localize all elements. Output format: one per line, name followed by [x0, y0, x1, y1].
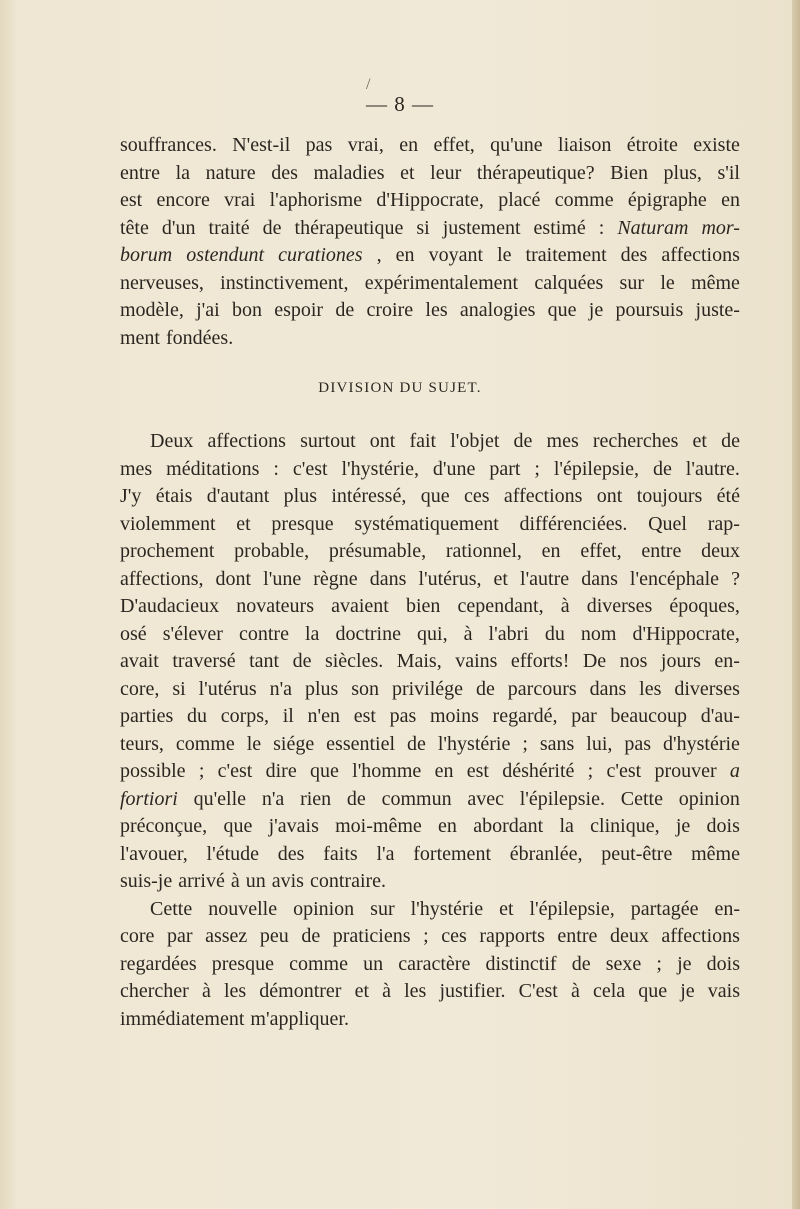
- text-line: possible ; c'est dire que l'homme en est déshérité ; c'est prouver a: [120, 760, 740, 782]
- section-heading: DIVISION DU SUJET.: [318, 380, 482, 396]
- body-text: [120, 428, 740, 1033]
- text-line: fortiori qu'elle n'a rien de commun avec l'épilepsie. Cette opinion: [120, 787, 740, 810]
- text-line: prochement probable, présumable, rationnel, en effet, entre deux: [120, 540, 740, 562]
- text-line: nerveuses, instinctivement, expérimentalement calquées sur le même: [120, 271, 740, 294]
- text-line: parties du corps, il n'en est pas moins regardé, par beaucoup d'au-: [120, 705, 740, 727]
- text-line: J'y étais d'autant plus intéressé, que ces affections ont toujours été: [120, 485, 740, 507]
- text-line: ment fondées.: [120, 326, 234, 349]
- text-line: regardées presque comme un caractère distinctif de sexe ; je dois: [120, 952, 740, 975]
- text-line: chercher à les démontrer et à les justifier. C'est à cela que je vais: [120, 980, 740, 1002]
- text-line: core par assez peu de praticiens ; ces rapports entre deux affections: [120, 925, 740, 947]
- text-line: osé s'élever contre la doctrine qui, à l'abri du nom d'Hippocrate,: [120, 622, 740, 645]
- text-line: teurs, comme le siége essentiel de l'hystérie ; sans lui, pas d'hystérie: [120, 732, 740, 755]
- text-line: préconçue, que j'avais moi-même en abordant la clinique, je dois: [120, 815, 740, 837]
- text-line: Cette nouvelle opinion sur l'hystérie et l'épilepsie, partagée en-: [150, 897, 740, 920]
- text-line: violemment et presque systématiquement différenciées. Quel rap-: [120, 512, 740, 535]
- text-line: avait traversé tant de siècles. Mais, vains efforts! De nos jours en-: [120, 650, 740, 672]
- text-line: suis-je arrivé à un avis contraire.: [120, 870, 387, 892]
- text-line: tête d'un traité de thérapeutique si justement estimé : Naturam mor-: [120, 216, 740, 239]
- text-line: mes méditations : c'est l'hystérie, d'une part ; l'épilepsie, de l'autre.: [120, 457, 740, 480]
- text-line: affections, dont l'une règne dans l'utérus, et l'autre dans l'encéphale ?: [120, 567, 740, 590]
- paragraph-hysteria-epilepsy: [120, 428, 740, 896]
- text-line: souffrances. N'est-il pas vrai, en effet, qu'une liaison étroite existe: [120, 134, 740, 156]
- pencil-mark: /: [366, 76, 371, 93]
- text-line: immédiatement m'appliquer.: [120, 1007, 349, 1030]
- text-line: Deux affections surtout ont fait l'objet de mes recherches et de: [150, 430, 740, 452]
- paragraph-new-opinion: [120, 896, 740, 1034]
- text-line: D'audacieux novateurs avaient bien cependant, à diverses époques,: [120, 595, 740, 617]
- text-line: borum ostendunt curationes , en voyant le traitement des affections: [120, 244, 740, 266]
- paragraph-continuation: [120, 132, 740, 352]
- text-line: core, si l'utérus n'a plus son privilége de parcours dans les diverses: [120, 677, 740, 700]
- text-line: entre la nature des maladies et leur thérapeutique? Bien plus, s'il: [120, 161, 740, 184]
- text-line: modèle, j'ai bon espoir de croire les analogies que je poursuis juste-: [120, 299, 740, 321]
- text-line: l'avouer, l'étude des faits l'a fortement ébranlée, peut-être même: [120, 842, 740, 865]
- text-line: est encore vrai l'aphorisme d'Hippocrate, placé comme épigraphe en: [120, 189, 740, 211]
- page-number: — 8 —: [366, 92, 434, 116]
- page-edge: [792, 0, 800, 1209]
